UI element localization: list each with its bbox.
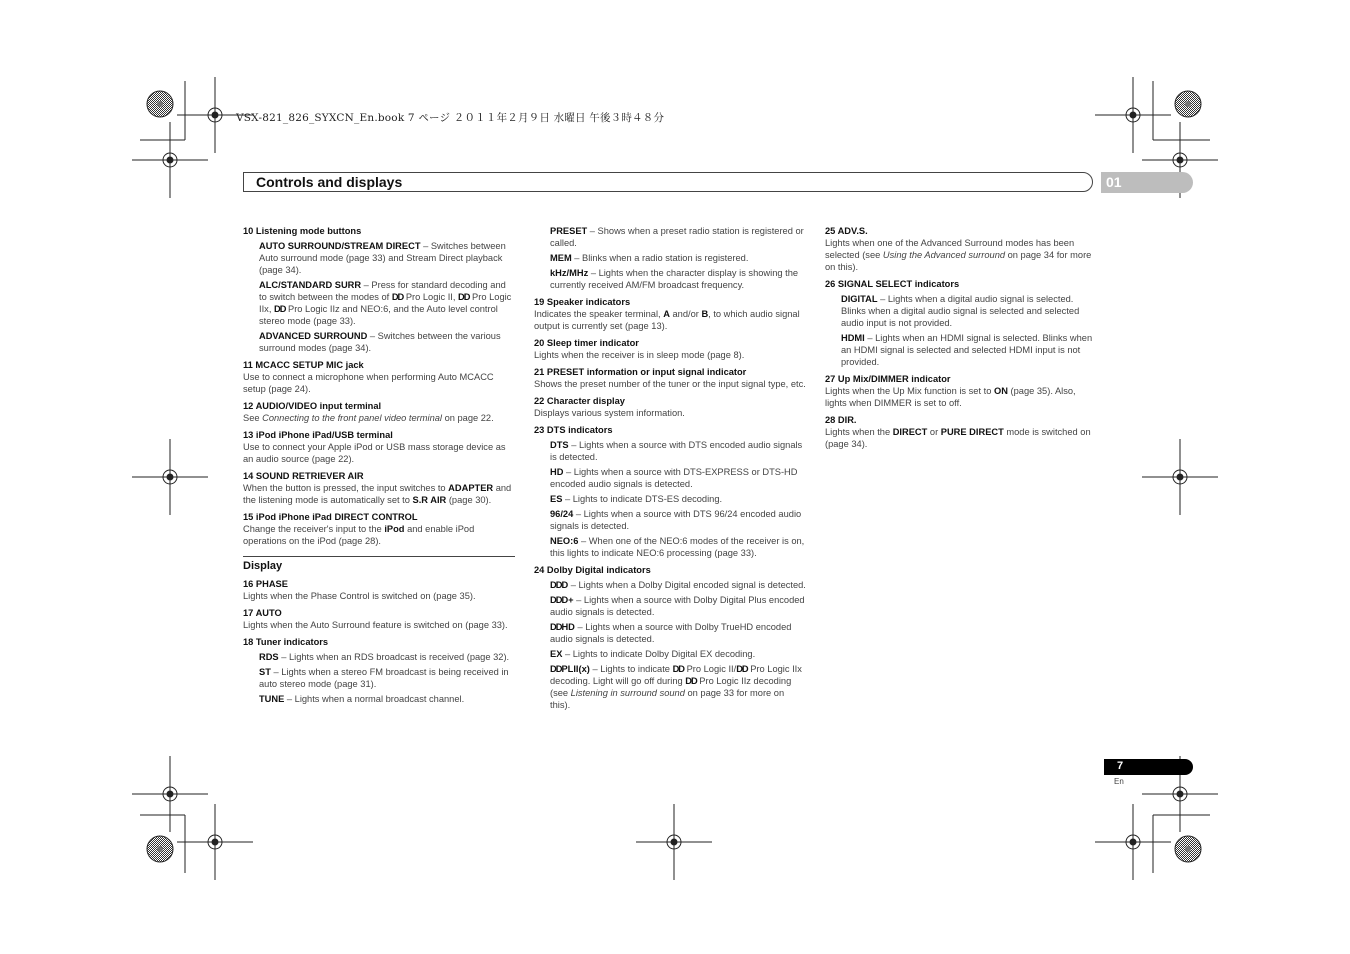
item-entry: PRESET – Shows when a preset radio station is registered or called. [550, 226, 804, 248]
item-heading: 17 AUTO [243, 608, 282, 618]
item-heading: 25 ADV.S. [825, 226, 868, 236]
print-info: VSX-821_826_SYXCN_En.book 7 ページ ２０１１年２月９日 水曜日 午後３時４８分 [236, 112, 665, 124]
dolby-icon: DD [550, 664, 562, 674]
item-text: When the button is pressed, the input switches to ADAPTER and the listening mode is automatically set to S.R AIR (page 30). [243, 483, 512, 505]
item-text: Change the receiver's input to the iPod and enable iPod operations on the iPod (page 28). [243, 524, 475, 546]
item-text: See Connecting to the front panel video terminal on page 22. [243, 413, 494, 423]
item-entry: MEM – Blinks when a radio station is registered. [550, 253, 749, 263]
item-heading: 11 MCACC SETUP MIC jack [243, 360, 364, 370]
item-heading: 19 Speaker indicators [534, 297, 631, 307]
item-entry: DTS – Lights when a source with DTS encoded audio signals is detected. [550, 440, 803, 462]
dolby-icon: DD [736, 664, 748, 674]
item-entry: DDPLII(x) – Lights to indicate DD Pro Logic II/DD Pro Logic IIx decoding. Light will go off during DD Pro Logic IIz decoding (see Listening in surround sound on page 33 for more on this). [550, 664, 802, 710]
item-text: Use to connect your Apple iPod or USB mass storage device as an audio source (page 22). [243, 442, 506, 464]
item-text: Lights when the Auto Surround feature is switched on (page 33). [243, 620, 508, 630]
item-heading: 28 DIR. [825, 415, 857, 425]
item-heading: 21 PRESET information or input signal indicator [534, 367, 747, 377]
dolby-icon: DD [391, 292, 404, 302]
item-entry: 96/24 – Lights when a source with DTS 96/24 encoded audio signals is detected. [550, 509, 802, 531]
item-text: Lights when the DIRECT or PURE DIRECT mode is switched on (page 34). [825, 427, 1091, 449]
item-heading: 20 Sleep timer indicator [534, 338, 639, 348]
item-text: Lights when the Up Mix function is set to ON (page 35). Also, lights when DIMMER is set to off. [825, 386, 1076, 408]
item-entry: HD – Lights when a source with DTS-EXPRESS or DTS-HD encoded audio signals is detected. [550, 467, 798, 489]
item-text: Indicates the speaker terminal, A and/or B, to which audio signal output is currently set (page 13). [534, 309, 800, 331]
column-3 [825, 225, 1097, 450]
item-heading: 26 SIGNAL SELECT indicators [825, 279, 960, 289]
dolby-icon: DD [685, 676, 697, 686]
chapter-number: 01 [1106, 174, 1122, 190]
item-entry: HDMI – Lights when an HDMI signal is selected. Blinks when an HDMI signal is selected and selected HDMI input is not provided. [841, 333, 1093, 367]
item-entry: kHz/MHz – Lights when the character display is showing the currently received AM/FM broadcast frequency. [550, 268, 799, 290]
dolby-icon: DD [672, 664, 684, 674]
item-text: Displays various system information. [534, 408, 685, 418]
page-number: 7 [1117, 760, 1124, 772]
item-entry: ALC/STANDARD SURR – Press for standard decoding and to switch between the modes of DD Pro Logic II, DD Pro Logic IIx, DD Pro Logic IIz and NEO:6, and the Auto level control stereo mode (page 33). [259, 280, 512, 326]
item-entry: NEO:6 – When one of the NEO:6 modes of the receiver is on, this lights to indicate NEO:6 processing (page 33). [550, 536, 805, 558]
item-entry: TUNE – Lights when a normal broadcast channel. [259, 694, 465, 704]
item-heading: 22 Character display [534, 396, 625, 406]
column-1 [243, 225, 515, 705]
item-heading: 13 iPod iPhone iPad/USB terminal [243, 430, 393, 440]
item-entry: DIGITAL – Lights when a digital audio signal is selected. Blinks when a digital audio signal is selected and selected audio input is not provided. [841, 294, 1080, 328]
item-entry: ST – Lights when a stereo FM broadcast is being received in auto stereo mode (page 31). [259, 667, 509, 689]
page-title: Controls and displays [256, 174, 403, 190]
item-text: Lights when the receiver is in sleep mode (page 8). [534, 350, 745, 360]
item-text: Lights when the Phase Control is switched on (page 35). [243, 591, 476, 601]
dolby-icon: DD [273, 304, 286, 314]
page-language: En [1114, 777, 1124, 786]
item-heading: 18 Tuner indicators [243, 637, 329, 647]
item-heading: 10 Listening mode buttons [243, 226, 362, 236]
item-heading: 27 Up Mix/DIMMER indicator [825, 374, 951, 384]
item-heading: 16 PHASE [243, 579, 288, 589]
item-text: Use to connect a microphone when performing Auto MCACC setup (page 24). [243, 372, 494, 394]
item-entry: DDHD – Lights when a source with Dolby TrueHD encoded audio signals is detected. [550, 622, 792, 644]
column-2 [534, 225, 806, 711]
item-entry: ES – Lights to indicate DTS-ES decoding. [550, 494, 723, 504]
item-entry: RDS – Lights when an RDS broadcast is received (page 32). [259, 652, 510, 662]
dolby-icon: DD [458, 292, 470, 302]
item-entry: DDD+ – Lights when a source with Dolby Digital Plus encoded audio signals is detected. [550, 595, 805, 617]
item-heading: 24 Dolby Digital indicators [534, 565, 651, 575]
item-entry: EX – Lights to indicate Dolby Digital EX decoding. [550, 649, 756, 659]
item-heading: 12 AUDIO/VIDEO input terminal [243, 401, 382, 411]
dolby-icon: DD [550, 595, 562, 605]
item-text: Shows the preset number of the tuner or the input signal type, etc. [534, 379, 806, 389]
section-title-display: Display [243, 556, 515, 572]
item-heading: 15 iPod iPhone iPad DIRECT CONTROL [243, 512, 418, 522]
dolby-icon: DD [550, 622, 562, 632]
item-entry: AUTO SURROUND/STREAM DIRECT – Switches between Auto surround mode (page 33) and Stream Direct playback (page 34). [259, 241, 506, 275]
item-entry: DDD – Lights when a Dolby Digital encoded signal is detected. [550, 580, 806, 590]
dolby-icon: DD [550, 580, 562, 590]
item-text: Lights when one of the Advanced Surround modes has been selected (see Using the Advanced surround on page 34 for more on this). [825, 238, 1092, 272]
item-heading: 23 DTS indicators [534, 425, 613, 435]
item-heading: 14 SOUND RETRIEVER AIR [243, 471, 364, 481]
item-entry: ADVANCED SURROUND – Switches between the various surround modes (page 34). [259, 331, 501, 353]
